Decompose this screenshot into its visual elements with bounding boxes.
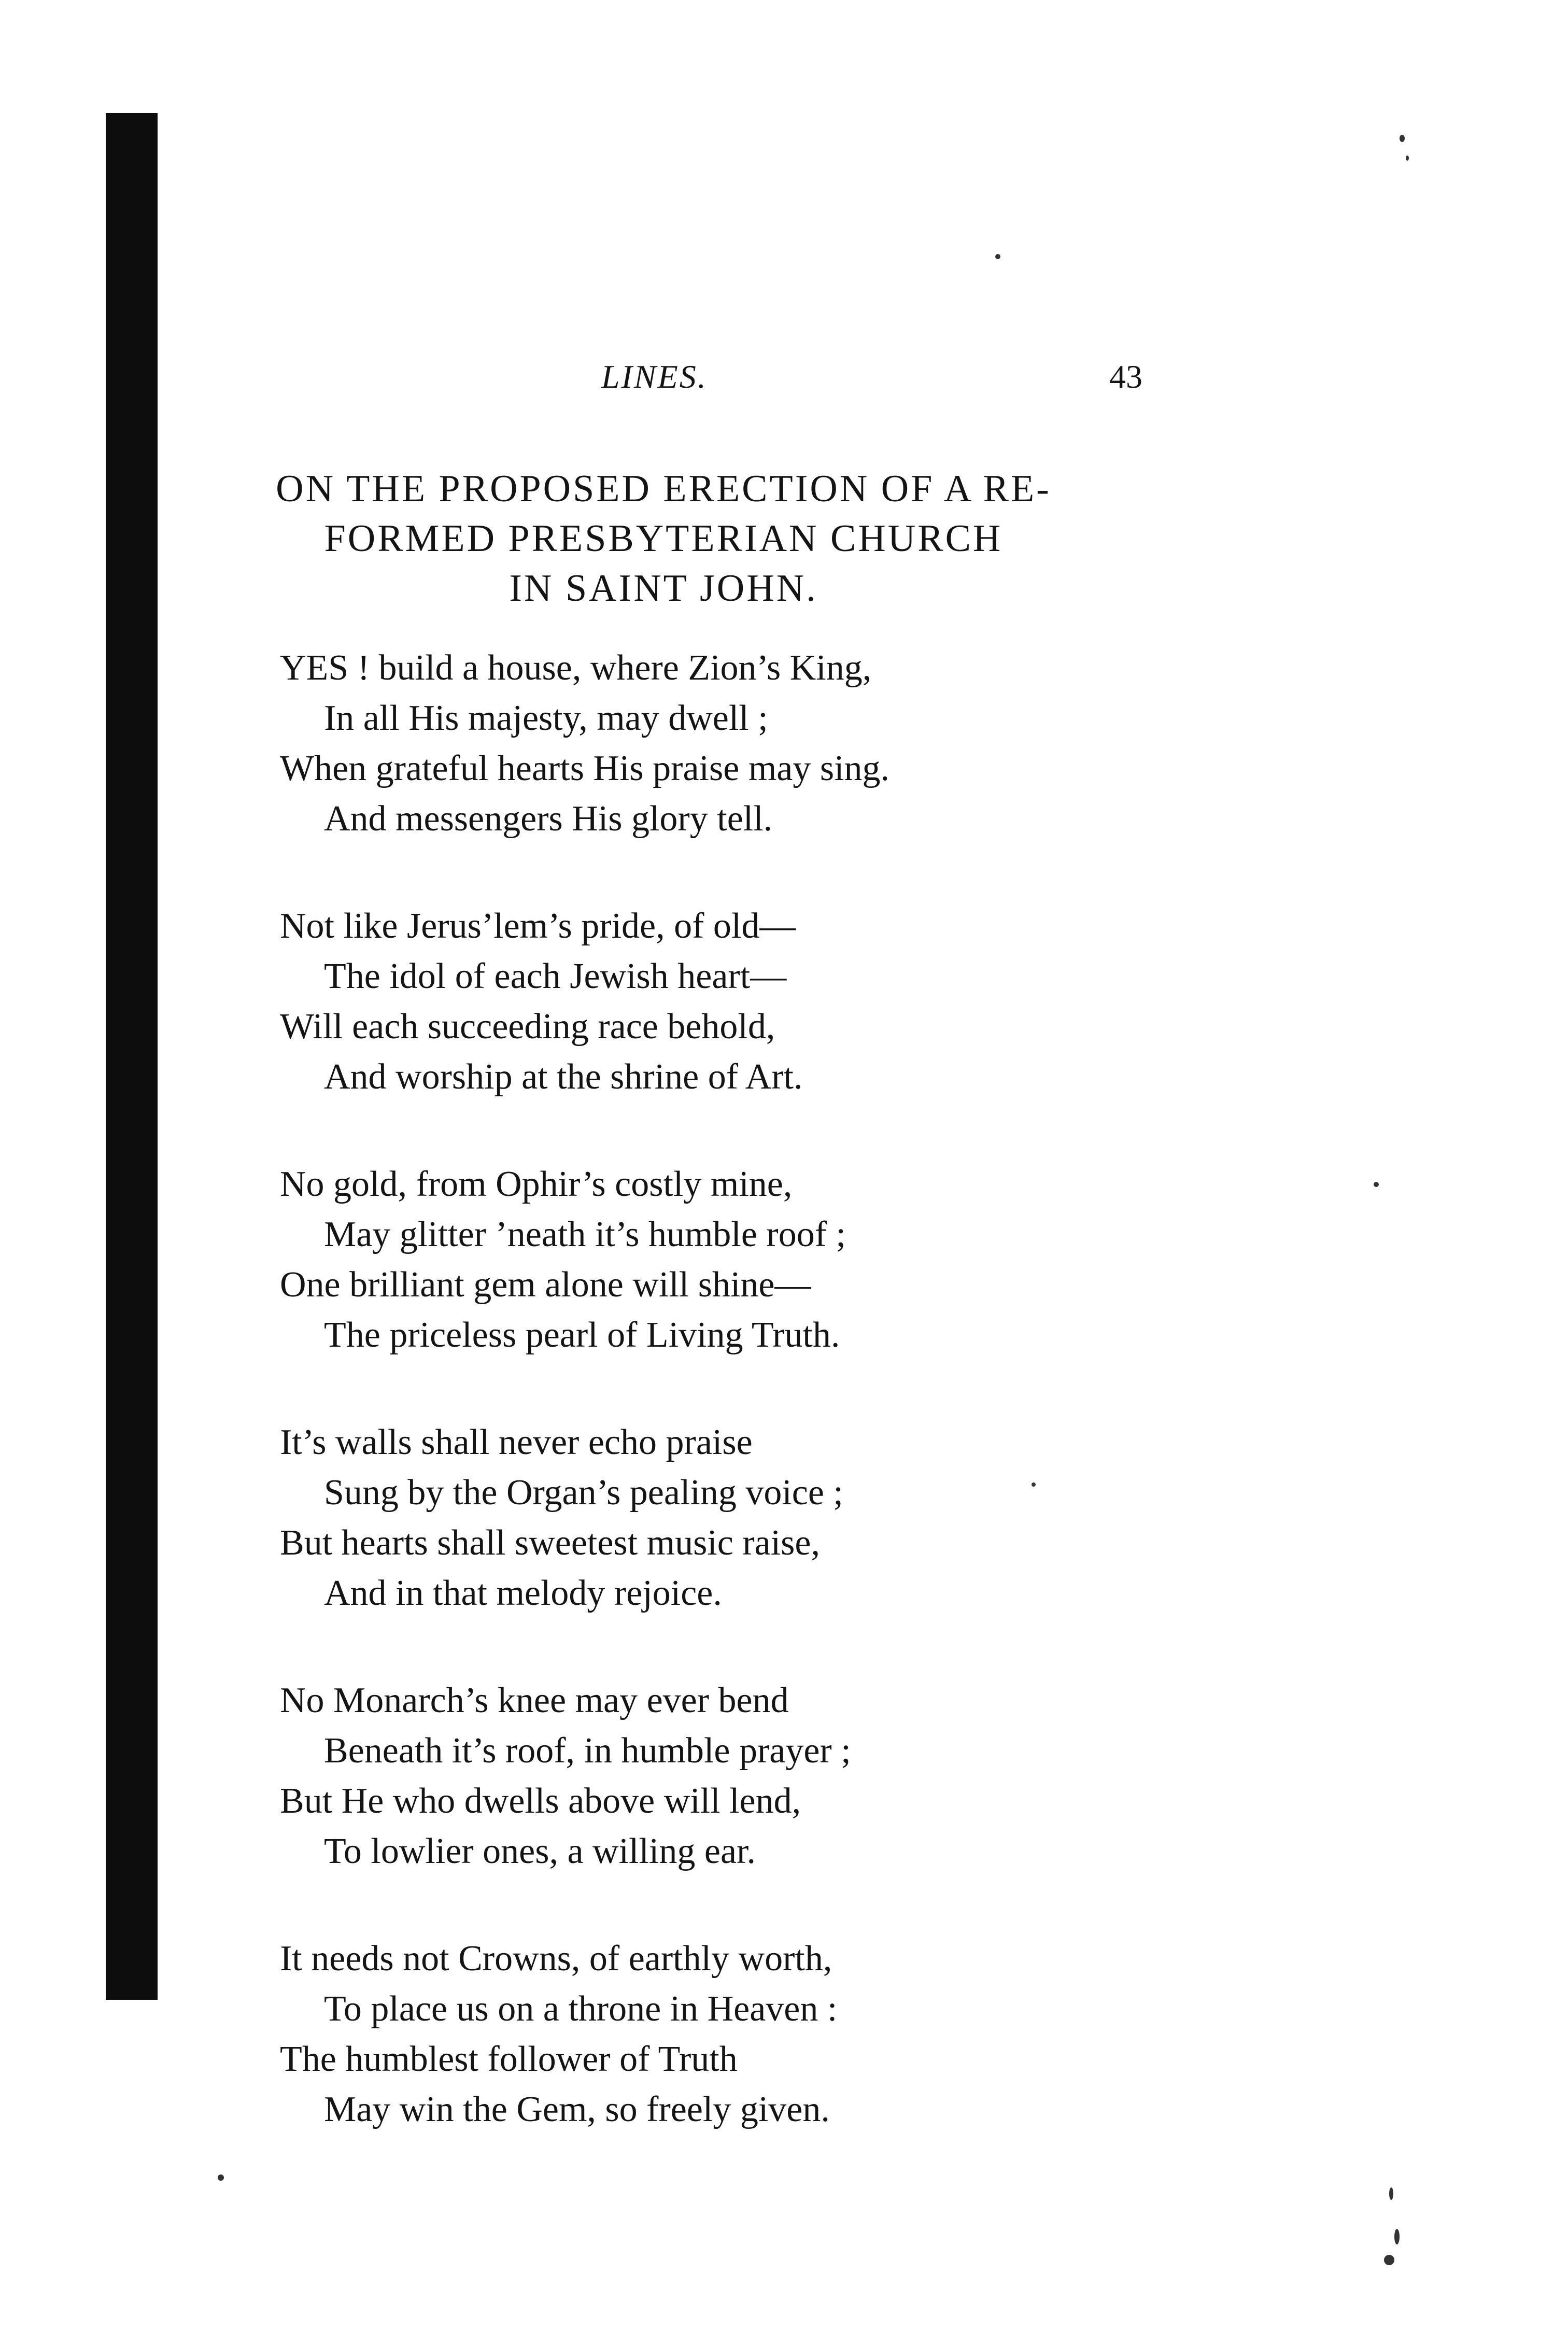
verse-line: No Monarch’s knee may ever bend [280,1681,789,1720]
verse-line: May win the Gem, so freely given. [324,2089,830,2129]
running-title: LINES. [601,358,708,395]
verse-line: May glitter ’neath it’s humble roof ; [324,1215,846,1254]
poem-title [197,464,1130,613]
stanza [280,643,1057,844]
poem-body [280,643,1057,2192]
poem-title-line: IN SAINT JOHN. [509,567,818,610]
verse-line: To place us on a throne in Heaven : [324,1989,838,2029]
verse-line: But He who dwells above will lend, [280,1781,801,1821]
stanza [280,1417,1057,1618]
verse-line: No gold, from Ophir’s costly mine, [280,1164,793,1204]
verse-line: And worship at the shrine of Art. [324,1057,803,1097]
poem-title-line: FORMED PRESBYTERIAN CHURCH [324,517,1003,560]
verse-line: Sung by the Organ’s pealing voice ; [324,1473,843,1513]
verse-line: To lowlier ones, a willing ear. [324,1831,756,1871]
poem-title-line: ON THE PROPOSED ERECTION OF A RE- [276,468,1051,510]
stanza [280,901,1057,1102]
verse-line: The humblest follower of Truth [280,2039,738,2079]
verse-line: Not like Jerus’lem’s pride, of old— [280,906,796,946]
verse-line: Beneath it’s roof, in humble prayer ; [324,1731,851,1771]
verse-line: The idol of each Jewish heart— [324,956,787,996]
verse-line: YES ! build a house, where Zion’s King, [280,648,872,688]
verse-line: But hearts shall sweetest music raise, [280,1523,820,1563]
verse-line: And messengers His glory tell. [324,799,773,839]
page-header [0,358,1568,404]
verse-line: Will each succeeding race behold, [280,1007,775,1047]
stanza [280,1159,1057,1360]
verse-line: And in that melody rejoice. [324,1573,722,1613]
verse-line: It needs not Crowns, of earthly worth, [280,1939,832,1979]
stanza [280,1933,1057,2135]
verse-line: One brilliant gem alone will shine— [280,1265,811,1305]
page-number: 43 [1109,358,1142,395]
verse-line: When grateful hearts His praise may sing. [280,749,890,788]
verse-line: It’s walls shall never echo praise [280,1422,753,1462]
verse-line: In all His majesty, may dwell ; [324,698,768,738]
verse-line: The priceless pearl of Living Truth. [324,1315,840,1355]
stanza [280,1675,1057,1876]
